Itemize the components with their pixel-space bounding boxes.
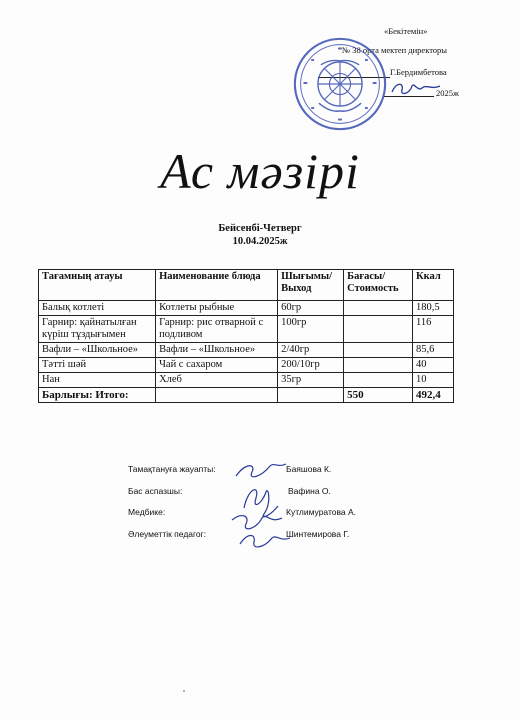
director-position: № 38 орта мектеп директоры [342, 45, 448, 55]
total-label: Барлығы: Итого: [39, 388, 156, 403]
school-stamp [292, 36, 388, 132]
signer-name: Баяшова К. [286, 464, 332, 474]
menu-day: Бейсенбі-Четверг [218, 223, 302, 234]
signer-name: Вафина О. [288, 486, 331, 496]
table-header-row [39, 270, 454, 301]
dish-name-kz: Балық котлеті [39, 301, 156, 316]
signer-name: Шинтемирова Г. [286, 529, 350, 539]
dish-name-kz: Нан [39, 373, 156, 388]
table-row [39, 316, 454, 343]
dish-name-kz: Вафли – «Школьное» [39, 343, 156, 358]
total-kcal: 492,4 [413, 388, 454, 403]
dish-yield: 35гр [278, 373, 344, 388]
header-yield: Шығымы/ Выход [278, 270, 344, 301]
header-name-kz: Тағамның атауы [39, 270, 156, 301]
signer-role: Бас аспазшы: [128, 486, 183, 496]
dish-name-ru: Котлеты рыбные [156, 301, 278, 316]
table-row [39, 343, 454, 358]
signer-name: Кутлимуратова А. [286, 507, 357, 517]
total-empty-yield [278, 388, 344, 403]
page-title: Ас мәзірі [160, 143, 360, 199]
dish-yield: 100гр [278, 316, 344, 343]
menu-date: 10.04.2025ж [232, 236, 288, 247]
signer-role: Медбике: [128, 507, 166, 517]
dish-kcal: 10 [413, 373, 454, 388]
dish-name-ru: Чай с сахаром [156, 358, 278, 373]
dish-name-kz: Гарнир: қайнатылған күріш тұздығымен [39, 316, 156, 343]
table-row [39, 301, 454, 316]
dish-yield: 200/10гр [278, 358, 344, 373]
dish-kcal: 180,5 [413, 301, 454, 316]
header-kcal: Ккал [413, 270, 454, 301]
dish-kcal: 40 [413, 358, 454, 373]
table-row [39, 358, 454, 373]
director-signature [388, 78, 444, 98]
total-empty-ru [156, 388, 278, 403]
staff-signatures [226, 458, 296, 558]
dish-kcal: 116 [413, 316, 454, 343]
header-price: Бағасы/ Стоимость [344, 270, 413, 301]
signer-role: Тамақтануға жауапты: [128, 464, 216, 474]
dish-price [344, 373, 413, 388]
dish-name-kz: Тәтті шәй [39, 358, 156, 373]
dish-kcal: 85,6 [413, 343, 454, 358]
signer-role: Әлеуметтік педагог: [128, 529, 207, 539]
approval-year: 2025ж [436, 88, 459, 98]
approval-block [0, 0, 520, 110]
total-price: 550 [344, 388, 413, 403]
dish-price [344, 343, 413, 358]
director-name: Г.Бердимбетова [390, 67, 447, 77]
dish-name-ru: Гарнир: рис отварной с подливом [156, 316, 278, 343]
total-row [39, 388, 454, 403]
approval-heading: «Бекітемін» [384, 26, 428, 36]
dish-price [344, 301, 413, 316]
dish-yield: 2/40гр [278, 343, 344, 358]
dish-name-ru: Вафли – «Школьное» [156, 343, 278, 358]
scan-speck [183, 690, 185, 692]
dish-price [344, 358, 413, 373]
menu-table [38, 269, 454, 403]
dish-name-ru: Хлеб [156, 373, 278, 388]
dish-price [344, 316, 413, 343]
dish-yield: 60гр [278, 301, 344, 316]
header-name-ru: Наименование блюда [156, 270, 278, 301]
table-row [39, 373, 454, 388]
menu-subtitle [0, 222, 520, 248]
